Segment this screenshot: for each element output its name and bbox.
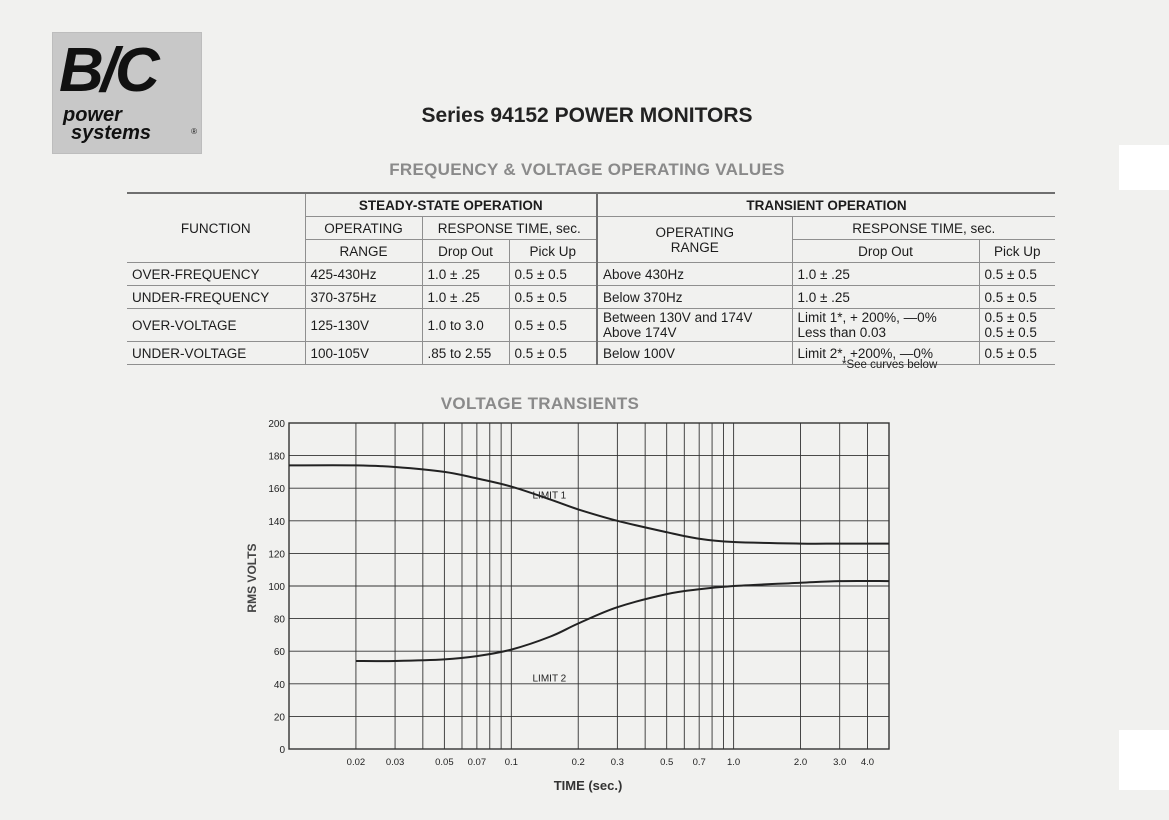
x-tick-label: 0.07 (467, 757, 487, 768)
x-axis-label: TIME (sec.) (553, 778, 623, 793)
tr-dropout-cell: 1.0 ± .25 (792, 263, 979, 286)
logo-registered: ® (191, 127, 197, 136)
x-tick-label: 0.7 (692, 757, 706, 768)
x-tick-label: 0.03 (385, 757, 405, 768)
y-tick-label: 80 (273, 614, 285, 626)
tr-pickup-line2: 0.5 ± 0.5 (984, 325, 1037, 340)
table-row (127, 309, 1055, 342)
limit-1-label: LIMIT 1 (532, 490, 567, 502)
company-logo (52, 32, 202, 154)
tr-range-label: RANGE (670, 239, 719, 255)
tr-pickup-line1: 0.5 ± 0.5 (984, 310, 1037, 325)
page-edge (1119, 145, 1169, 190)
y-tick-label: 0 (279, 745, 285, 756)
logo-word-power: power (63, 104, 122, 126)
function-cell: OVER-VOLTAGE (127, 309, 305, 342)
function-header: FUNCTION (127, 193, 305, 263)
tr-range-cell: Below 370Hz (597, 286, 792, 309)
table-row (127, 286, 1055, 309)
ss-dropout-header: Drop Out (422, 240, 509, 263)
ss-pickup-cell: 0.5 ± 0.5 (509, 342, 597, 365)
ss-operating-header: OPERATING (305, 217, 422, 240)
function-cell: UNDER-FREQUENCY (127, 286, 305, 309)
y-tick-label: 60 (273, 647, 285, 659)
y-tick-label: 140 (268, 516, 285, 528)
ss-dropout-cell: 1.0 ± .25 (422, 286, 509, 309)
logo-word-systems: systems (71, 122, 152, 144)
tr-dropout-line2: Less than 0.03 (797, 325, 887, 340)
tr-dropout-line1: Limit 1*, + 200%, —0% (797, 310, 937, 325)
tr-pickup-cell: 0.5 ± 0.5 (979, 342, 1055, 365)
y-axis-label: RMS VOLTS (245, 543, 259, 613)
ss-range-cell: 125-130V (305, 309, 422, 342)
x-tick-label: 4.0 (860, 757, 875, 768)
ss-range-cell: 370-375Hz (305, 286, 422, 309)
x-tick-label: 0.05 (435, 757, 454, 768)
y-tick-label: 180 (268, 451, 285, 463)
y-tick-label: 120 (268, 549, 285, 561)
limit-2-label: LIMIT 2 (532, 673, 567, 685)
x-tick-label: 1.0 (727, 757, 741, 768)
ss-pickup-cell: 0.5 ± 0.5 (509, 286, 597, 309)
tr-range-cell: Below 100V (597, 342, 792, 365)
y-tick-label: 100 (268, 582, 285, 593)
ss-dropout-cell: 1.0 to 3.0 (422, 309, 509, 342)
limit-1-curve (289, 465, 889, 543)
y-tick-label: 20 (273, 712, 285, 724)
x-tick-label: 3.0 (833, 757, 847, 768)
tr-dropout-cell: 1.0 ± .25 (792, 286, 979, 309)
x-tick-label: 0.3 (610, 757, 624, 768)
ss-response-header: RESPONSE TIME, sec. (422, 217, 597, 240)
y-tick-label: 160 (268, 484, 285, 496)
ss-pickup-cell: 0.5 ± 0.5 (509, 263, 597, 286)
tr-response-header: RESPONSE TIME, sec. (792, 217, 1055, 240)
ss-pickup-cell: 0.5 ± 0.5 (509, 309, 597, 342)
x-tick-label: 0.1 (504, 757, 518, 768)
ss-range-cell: 100-105V (305, 342, 422, 365)
y-tick-label: 200 (268, 419, 285, 430)
plot-frame (289, 423, 889, 749)
tr-pickup-header: Pick Up (979, 240, 1055, 263)
transient-header: TRANSIENT OPERATION (597, 193, 1055, 217)
tr-dropout-cell: Limit 2*, +200%, —0% (792, 342, 979, 365)
logo-mark: B/C (59, 36, 157, 105)
x-tick-label: 2.0 (793, 757, 808, 768)
ss-dropout-cell: 1.0 ± .25 (422, 263, 509, 286)
tr-operating-header (597, 217, 792, 263)
table-row (127, 263, 1055, 286)
page-title: Series 94152 POWER MONITORS (421, 104, 753, 127)
x-tick-label: 0.2 (571, 757, 585, 768)
x-tick-label: 0.5 (660, 757, 674, 768)
limit-2-curve (356, 581, 889, 661)
operating-values-table (127, 192, 1055, 365)
chart-title: VOLTAGE TRANSIENTS (440, 394, 640, 413)
page-edge (1119, 730, 1169, 790)
x-tick-label: 0.02 (346, 757, 366, 768)
tr-range-cell: Above 430Hz (597, 263, 792, 286)
table-title: FREQUENCY & VOLTAGE OPERATING VALUES (389, 160, 785, 179)
table-footnote: *See curves below (842, 359, 938, 371)
tr-operating-label: OPERATING (655, 224, 734, 240)
ss-range-header: RANGE (305, 240, 422, 263)
steady-state-header: STEADY-STATE OPERATION (305, 193, 597, 217)
tr-pickup-cell: 0.5 ± 0.5 (979, 286, 1055, 309)
ss-range-cell: 425-430Hz (305, 263, 422, 286)
function-cell: OVER-FREQUENCY (127, 263, 305, 286)
y-tick-label: 40 (273, 679, 285, 691)
tr-range-cell (597, 309, 792, 342)
tr-range-line1: Between 130V and 174V (603, 310, 753, 325)
tr-pickup-cell: 0.5 ± 0.5 (979, 263, 1055, 286)
tr-dropout-cell (792, 309, 979, 342)
tr-range-line2: Above 174V (603, 325, 677, 340)
tr-pickup-cell (979, 309, 1055, 342)
tr-dropout-header: Drop Out (792, 240, 979, 263)
ss-pickup-header: Pick Up (509, 240, 597, 263)
ss-dropout-cell: .85 to 2.55 (422, 342, 509, 365)
function-cell: UNDER-VOLTAGE (127, 342, 305, 365)
